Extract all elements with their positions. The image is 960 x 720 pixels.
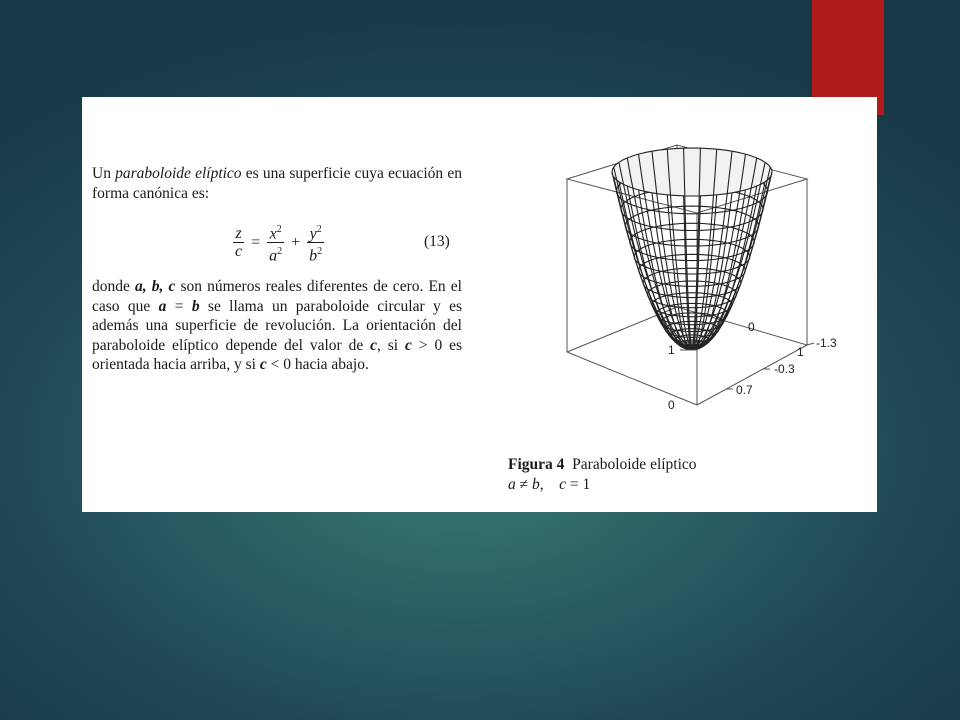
axis-label-z-bottom: 0 (668, 398, 675, 412)
paragraph2-segment: a, b, c (135, 278, 176, 295)
explanation-paragraph (92, 277, 462, 375)
eq-term2-numerator: $y^2$ (309, 223, 322, 242)
figure-caption (508, 455, 697, 495)
document-excerpt (82, 97, 877, 512)
paragraph1-segment: es una superficie cuya ecuación en forma canónica es: (92, 165, 462, 202)
axis-label-y-mid: -0.3 (774, 362, 795, 376)
caption-label: Figura 4 (508, 456, 565, 473)
caption-line-1 (508, 455, 697, 475)
paragraph2-segment: donde (92, 278, 135, 295)
mesh-ring (634, 239, 750, 274)
fraction-z-over-c (233, 225, 244, 261)
paragraph2-segment: c (370, 336, 377, 354)
axis-label-x-one: 1 (797, 345, 804, 359)
axis-label-x-zero: 0 (748, 320, 755, 334)
eq-lhs-denominator: c (235, 243, 243, 260)
paragraph2-segment: > 0 es orientada hacia arriba, y si (92, 336, 463, 374)
canonical-equation (230, 220, 327, 266)
axis-label-y-near: 0.7 (736, 383, 753, 397)
paragraph2-segment: se llama un paraboloide circular y es además una superficie de revolución. La orientación del paraboloide elíptico depende del valor de (92, 297, 462, 354)
axis-label-z-top: 1 (668, 343, 675, 357)
mesh-ring (612, 148, 772, 196)
eq-equals-sign: = (251, 234, 261, 251)
paragraph2-segment: , si (377, 336, 406, 354)
eq-term1-denominator: $a^2$ (267, 242, 284, 265)
axis-label-y-far: -1.3 (816, 336, 837, 350)
paraboloid-figure (552, 107, 852, 427)
fraction-x2-over-a2 (267, 221, 284, 266)
paragraph2-segment: son números reales diferentes de cero. En el caso que (92, 278, 462, 315)
paragraph1-segment: paraboloide elíptico (115, 165, 242, 182)
mesh-ring (630, 223, 754, 260)
paragraph2-segment: b (191, 297, 200, 315)
paragraph2-segment: = (166, 297, 192, 315)
equation-number: (13) (424, 233, 450, 250)
paragraph2-segment: c (259, 356, 267, 374)
eq-term2-denominator: $b^2$ (307, 242, 324, 265)
paragraph1-segment: Un (92, 165, 116, 182)
definition-paragraph (92, 164, 462, 203)
paragraph2-segment: c (405, 336, 412, 354)
eq-term1-numerator: $x^2$ (269, 223, 282, 242)
eq-plus-sign: + (291, 234, 301, 251)
caption-title: Paraboloide elíptico (572, 456, 697, 473)
eq-lhs-numerator: z (235, 225, 242, 242)
caption-line-2: a ≠ b, c = 1 (508, 476, 591, 493)
paragraph2-segment: < 0 hacia abajo. (266, 356, 369, 374)
paragraph2-segment: a (158, 297, 167, 315)
fraction-y2-over-b2 (307, 221, 324, 266)
